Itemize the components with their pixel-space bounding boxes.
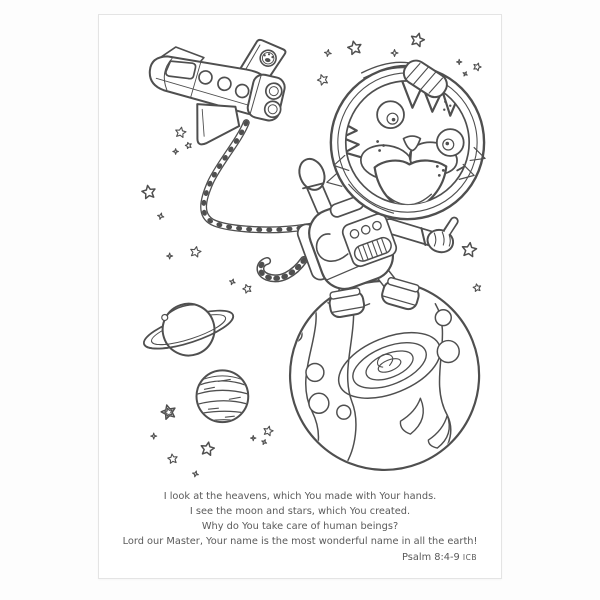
star-icon — [161, 405, 175, 419]
star-icon — [167, 253, 173, 259]
star-icon — [264, 426, 273, 435]
tiger-tail — [260, 260, 304, 278]
illustration — [99, 15, 501, 491]
space-helmet — [327, 56, 485, 219]
star-icon — [474, 63, 481, 71]
star-icon — [185, 142, 191, 148]
star-icon — [243, 285, 251, 294]
star-icon — [201, 442, 214, 455]
verse-block — [99, 489, 501, 566]
translation-label: ICB — [462, 553, 477, 562]
crater — [309, 393, 329, 413]
star-icon — [463, 72, 467, 76]
star-icon — [262, 440, 267, 445]
star-icon — [168, 454, 177, 463]
star-icon — [191, 247, 201, 257]
verse-line: Lord our Master, Your name is the most wonderful name in all the earth! — [122, 536, 478, 547]
crater — [337, 405, 351, 419]
star-icon — [176, 127, 186, 137]
astronaut-boot-left — [328, 287, 366, 318]
verse-line: Why do You take care of human beings? — [201, 521, 399, 532]
star-icon — [151, 433, 157, 439]
striped-planet — [197, 370, 250, 422]
star-icon — [412, 33, 425, 46]
saturn-planet — [136, 291, 241, 369]
coloring-page — [98, 14, 502, 579]
verse-line: I see the moon and stars, which You created. — [189, 506, 411, 517]
star-icon — [173, 149, 179, 155]
swirl-planet — [288, 281, 479, 470]
crater — [435, 310, 451, 326]
crater — [306, 363, 324, 381]
star-icon — [158, 213, 164, 219]
star-icon — [317, 75, 327, 85]
crater — [437, 341, 459, 363]
eye-right — [437, 129, 464, 156]
star-icon — [251, 435, 256, 440]
star-icon — [473, 284, 480, 291]
star-icon — [391, 50, 398, 57]
star-icon — [457, 59, 462, 64]
verse-line: I look at the heavens, which You made with Your hands. — [163, 491, 437, 502]
star-icon — [230, 279, 236, 285]
reference-text: Psalm 8:4-9 — [402, 552, 460, 563]
star-icon — [193, 471, 199, 477]
star-icon — [142, 185, 155, 198]
star-icon — [324, 50, 331, 57]
space-shuttle — [136, 17, 295, 160]
verse-reference — [99, 550, 501, 566]
star-icon — [462, 243, 476, 257]
star-icon — [348, 41, 361, 54]
